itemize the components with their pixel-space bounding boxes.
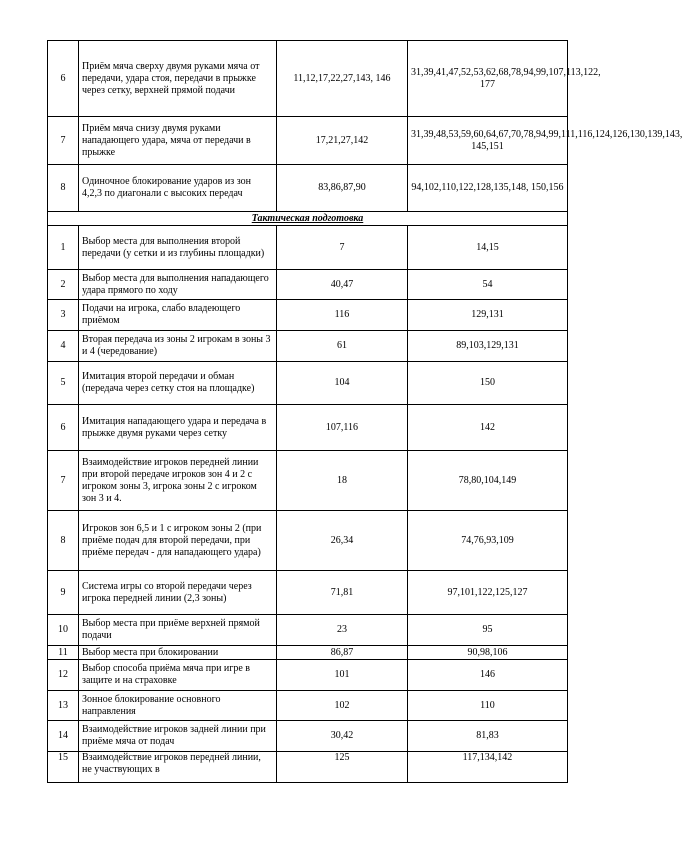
row-value-b: 146	[408, 660, 568, 691]
table-row	[48, 226, 568, 270]
row-value-b: 95	[408, 615, 568, 646]
row-value-b: 97,101,122,125,127	[408, 571, 568, 615]
row-value-a: 104	[277, 362, 408, 405]
row-value-a: 116	[277, 300, 408, 331]
row-number: 7	[48, 451, 79, 511]
row-value-b: 31,39,48,53,59,60,64,67,70,78,94,99,111,116,124,126,130,139,143, 145,151	[408, 117, 568, 165]
table-row	[48, 691, 568, 721]
row-number: 14	[48, 721, 79, 752]
row-description: Вторая передача из зоны 2 игрокам в зоны 3 и 4 (чередование)	[79, 331, 277, 362]
row-value-a: 40,47	[277, 270, 408, 300]
row-number: 2	[48, 270, 79, 300]
row-value-b: 89,103,129,131	[408, 331, 568, 362]
row-number: 10	[48, 615, 79, 646]
row-value-b: 81,83	[408, 721, 568, 752]
table-row	[48, 752, 568, 783]
row-value-a: 71,81	[277, 571, 408, 615]
row-value-b: 31,39,41,47,52,53,62,68,78,94,99,107,113,122, 177	[408, 41, 568, 117]
row-description: Имитация второй передачи и обман (передача через сетку стоя на площадке)	[79, 362, 277, 405]
row-value-a: 83,86,87,90	[277, 165, 408, 212]
row-number: 7	[48, 117, 79, 165]
row-description: Выбор места для выполнения второй передачи (у сетки и из глубины площадки)	[79, 226, 277, 270]
table-row	[48, 41, 568, 117]
table-row	[48, 511, 568, 571]
exercise-table	[47, 40, 682, 783]
section-header-row	[48, 212, 568, 226]
row-number: 5	[48, 362, 79, 405]
row-value-b: 74,76,93,109	[408, 511, 568, 571]
row-value-a: 11,12,17,22,27,143, 146	[277, 41, 408, 117]
row-description: Взаимодействие игроков задней линии при приёме мяча от подач	[79, 721, 277, 752]
table-row	[48, 451, 568, 511]
row-value-b: 94,102,110,122,128,135,148, 150,156	[408, 165, 568, 212]
row-description: Подачи на игрока, слабо владеющего приёмом	[79, 300, 277, 331]
row-value-a: 61	[277, 331, 408, 362]
table-row	[48, 331, 568, 362]
row-number: 12	[48, 660, 79, 691]
row-number: 3	[48, 300, 79, 331]
table-row	[48, 270, 568, 300]
table-row	[48, 660, 568, 691]
row-description: Приём мяча снизу двумя руками нападающего удара, мяча от передачи в прыжке	[79, 117, 277, 165]
row-value-a: 26,34	[277, 511, 408, 571]
row-value-b: 129,131	[408, 300, 568, 331]
table-row	[48, 300, 568, 331]
row-number: 4	[48, 331, 79, 362]
table-row	[48, 405, 568, 451]
row-value-b: 14,15	[408, 226, 568, 270]
row-description: Выбор места при блокировании	[79, 646, 277, 660]
row-number: 1	[48, 226, 79, 270]
row-value-a: 102	[277, 691, 408, 721]
row-number: 9	[48, 571, 79, 615]
row-number: 15	[48, 752, 79, 783]
section-title: Тактическая подготовка	[48, 212, 568, 226]
row-value-a: 17,21,27,142	[277, 117, 408, 165]
row-value-a: 86,87	[277, 646, 408, 660]
row-description: Выбор места для выполнения нападающего удара прямого по ходу	[79, 270, 277, 300]
row-value-b: 78,80,104,149	[408, 451, 568, 511]
row-description: Выбор места при приёме верхней прямой подачи	[79, 615, 277, 646]
row-value-b: 117,134,142	[408, 752, 568, 783]
table-row	[48, 646, 568, 660]
row-description: Выбор способа приёма мяча при игре в защите и на страховке	[79, 660, 277, 691]
row-value-b: 142	[408, 405, 568, 451]
row-description: Имитация нападающего удара и передача в прыжке двумя руками через сетку	[79, 405, 277, 451]
row-value-a: 101	[277, 660, 408, 691]
table-row	[48, 615, 568, 646]
row-value-a: 18	[277, 451, 408, 511]
row-value-a: 7	[277, 226, 408, 270]
table-row	[48, 117, 568, 165]
row-description: Зонное блокирование основного направления	[79, 691, 277, 721]
row-number: 6	[48, 405, 79, 451]
table-row	[48, 721, 568, 752]
row-number: 6	[48, 41, 79, 117]
row-number: 13	[48, 691, 79, 721]
row-number: 8	[48, 165, 79, 212]
row-description: Взаимодействие игроков передней линии, не участвующих в	[79, 752, 277, 783]
row-description: Система игры со второй передачи через игрока передней линии (2,3 зоны)	[79, 571, 277, 615]
row-number: 11	[48, 646, 79, 660]
table-row	[48, 362, 568, 405]
table-row	[48, 165, 568, 212]
row-description: Приём мяча сверху двумя руками мяча от передачи, удара стоя, передачи в прыжке через сетку, верхней прямой подачи	[79, 41, 277, 117]
row-value-a: 30,42	[277, 721, 408, 752]
row-value-a: 23	[277, 615, 408, 646]
row-description: Взаимодействие игроков передней линии при второй передаче игроков зон 4 и 2 с игроком зоны 3, игрока зоны 2 с игроком зон 3 и 4.	[79, 451, 277, 511]
row-description: Игроков зон 6,5 и 1 с игроком зоны 2 (при приёме подач для второй передачи, при приёме передач - для нападающего удара)	[79, 511, 277, 571]
row-value-a: 125	[277, 752, 408, 783]
table-row	[48, 571, 568, 615]
row-value-b: 150	[408, 362, 568, 405]
row-number: 8	[48, 511, 79, 571]
row-value-b: 110	[408, 691, 568, 721]
row-value-b: 54	[408, 270, 568, 300]
row-value-b: 90,98,106	[408, 646, 568, 660]
row-value-a: 107,116	[277, 405, 408, 451]
row-description: Одиночное блокирование ударов из зон 4,2,3 по диагонали с высоких передач	[79, 165, 277, 212]
